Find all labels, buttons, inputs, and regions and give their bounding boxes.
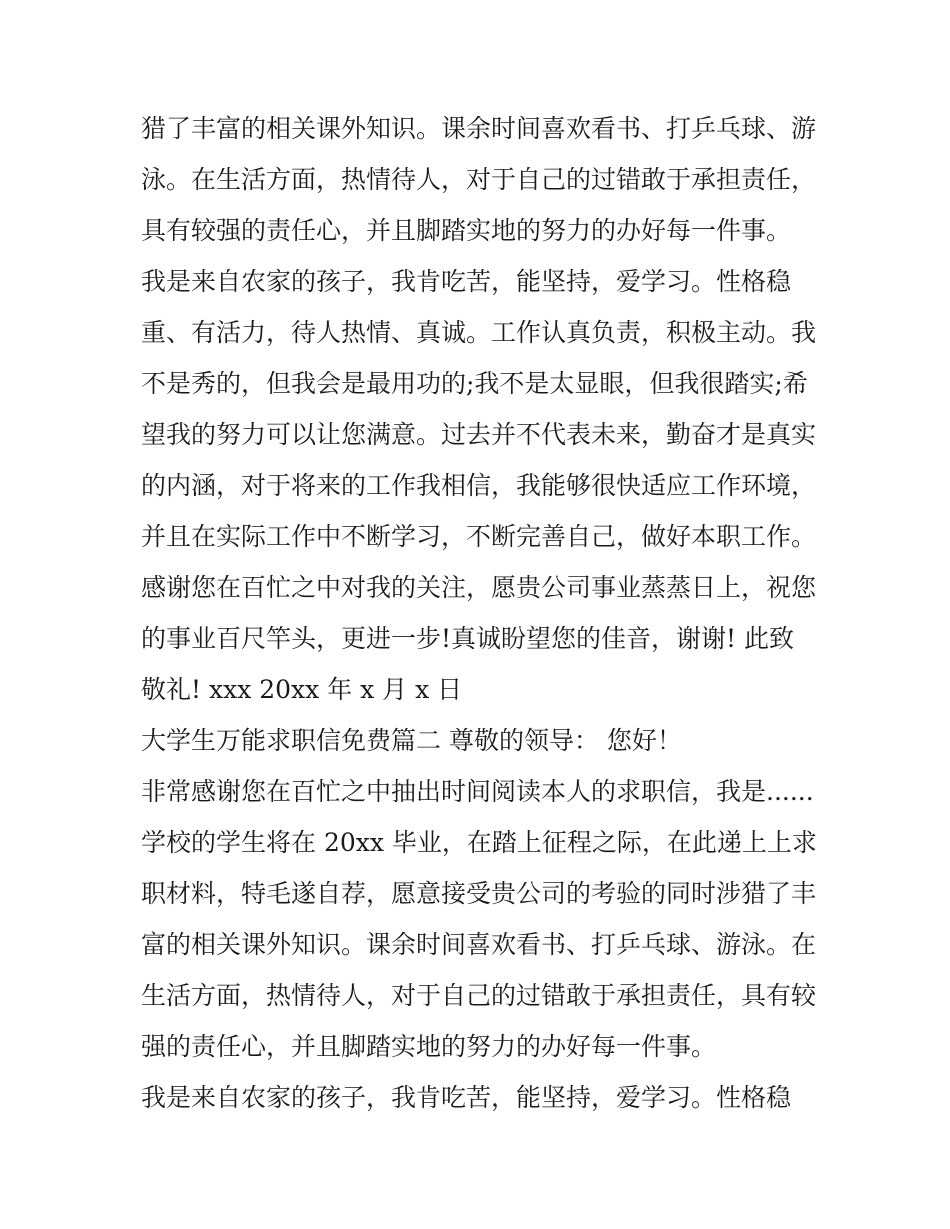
section-heading: 大学生万能求职信免费篇二 尊敬的领导： 您好！ xyxy=(141,726,682,755)
text-line: 不是秀的，但我会是最用功的;我不是太显眼，但我很踏实;希 xyxy=(141,369,808,398)
text-line: 职材料，特毛遂自荐，愿意接受贵公司的考验的同时涉猎了丰 xyxy=(141,879,817,908)
text-line: 望我的努力可以让您满意。过去并不代表未来，勤奋才是真实 xyxy=(141,420,817,449)
text-line: 重、有活力，待人热情、真诚。工作认真负责，积极主动。我 xyxy=(141,318,817,347)
text-line: 非常感谢您在百忙之中抽出时间阅读本人的求职信，我是...... xyxy=(141,777,814,806)
closing-line: 敬礼! xxx 20xx 年 x 月 x 日 xyxy=(141,675,463,704)
text-line: 生活方面，热情待人，对于自己的过错敢于承担责任，具有较 xyxy=(141,981,817,1010)
text-line: 泳。在生活方面，热情待人，对于自己的过错敢于承担责任， xyxy=(141,165,817,194)
text-line: 的内涵，对于将来的工作我相信，我能够很快适应工作环境， xyxy=(141,471,817,500)
text-line: 富的相关课外知识。课余时间喜欢看书、打乒乓球、游泳。在 xyxy=(141,930,817,959)
document-body xyxy=(141,103,821,1123)
text-line: 学校的学生将在 20xx 毕业，在踏上征程之际，在此递上上求 xyxy=(141,828,817,857)
text-line: 感谢您在百忙之中对我的关注，愿贵公司事业蒸蒸日上，祝您 xyxy=(141,573,817,602)
text-line: 我是来自农家的孩子，我肯吃苦，能坚持，爱学习。性格稳 xyxy=(141,267,792,296)
text-line: 强的责任心，并且脚踏实地的努力的办好每一件事。 xyxy=(141,1032,717,1061)
text-line: 我是来自农家的孩子，我肯吃苦，能坚持，爱学习。性格稳 xyxy=(141,1083,792,1112)
text-line: 具有较强的责任心，并且脚踏实地的努力的办好每一件事。 xyxy=(141,216,792,245)
text-line: 的事业百尺竿头，更进一步!真诚盼望您的佳音，谢谢! 此致 xyxy=(141,624,795,653)
text-line: 并且在实际工作中不断学习，不断完善自己，做好本职工作。 xyxy=(141,522,817,551)
text-line: 猎了丰富的相关课外知识。课余时间喜欢看书、打乒乓球、游 xyxy=(141,114,817,143)
